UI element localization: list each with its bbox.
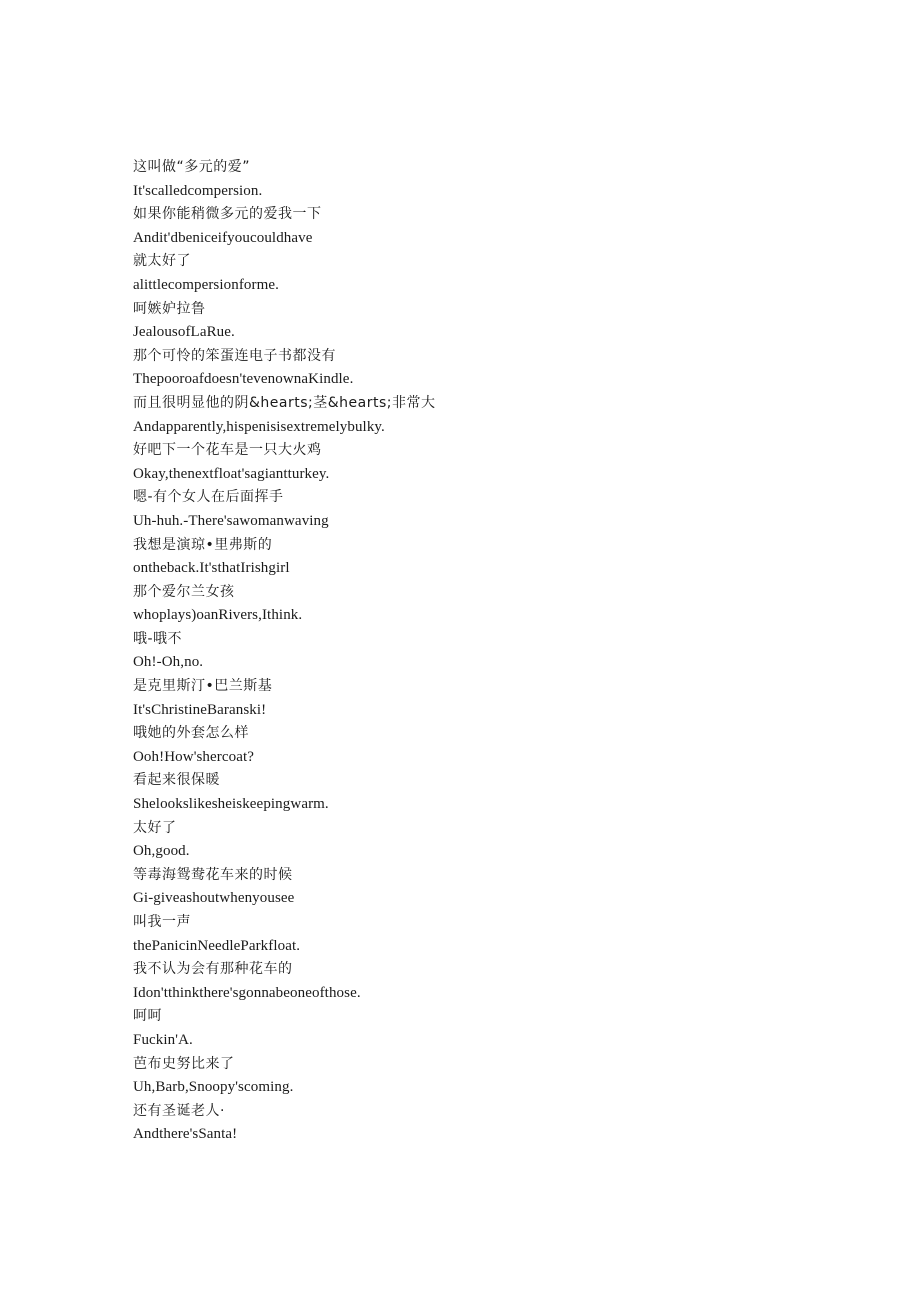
english-subtitle-line: It'sChristineBaranski! <box>133 701 267 718</box>
chinese-subtitle-line: 而且很明显他的阴&hearts;茎&hearts;非常大 <box>133 394 436 411</box>
chinese-subtitle-line: 叫我一声 <box>133 914 191 930</box>
english-subtitle-line: Uh,Barb,Snoopy'scoming. <box>133 1079 294 1096</box>
english-subtitle-line: Oh!-Oh,no. <box>133 654 204 671</box>
chinese-subtitle-line: 这叫做“多元的爱” <box>133 159 251 175</box>
english-subtitle-line: Idon'tthinkthere'sgonnabeoneofthose. <box>133 984 361 1001</box>
english-subtitle-line: ontheback.It'sthatIrishgirl <box>133 560 290 577</box>
chinese-subtitle-line: 太好了 <box>133 819 177 836</box>
chinese-subtitle-line: 是克里斯汀•巴兰斯基 <box>133 678 273 695</box>
english-subtitle-line: Okay,thenextfloat'sagiantturkey. <box>133 465 330 482</box>
english-subtitle-line: Ooh!How'shercoat? <box>133 748 255 765</box>
english-subtitle-line: Fuckin'A. <box>133 1031 193 1048</box>
english-subtitle-line: Gi-giveashoutwhenyousee <box>133 890 295 907</box>
chinese-subtitle-line: 芭布史努比来了 <box>133 1055 235 1072</box>
english-subtitle-line: JealousofLaRue. <box>133 324 235 341</box>
chinese-subtitle-line: 我想是演琼•里弗斯的 <box>133 536 273 553</box>
chinese-subtitle-line: 等毒海鸳鸯花车来的时候 <box>133 866 293 883</box>
english-subtitle-line: Andthere'sSanta! <box>133 1126 238 1143</box>
chinese-subtitle-line: 我不认为会有那种花车的 <box>133 961 293 978</box>
english-subtitle-line: Shelookslikesheiskeepingwarm. <box>133 796 329 813</box>
chinese-subtitle-line: 嗯-有个女人在后面挥手 <box>133 489 284 506</box>
english-subtitle-line: Oh,good. <box>133 843 190 860</box>
chinese-subtitle-line: 如果你能稍微多元的爱我一下 <box>133 206 322 223</box>
english-subtitle-line: Andapparently,hispenisisextremelybulky. <box>133 418 385 435</box>
chinese-subtitle-line: 那个爱尔兰女孩 <box>133 583 235 600</box>
english-subtitle-line: Uh-huh.-There'sawomanwaving <box>133 512 329 529</box>
chinese-subtitle-line: 就太好了 <box>133 253 191 270</box>
chinese-subtitle-line: 呵嫉妒拉鲁 <box>133 300 206 317</box>
english-subtitle-line: Thepooroafdoesn'tevenownaKindle. <box>133 371 354 388</box>
chinese-subtitle-line: 好吧下一个花车是一只大火鸡 <box>133 442 322 459</box>
chinese-subtitle-line: 呵呵 <box>133 1008 162 1025</box>
chinese-subtitle-line: 哦她的外套怎么样 <box>133 725 249 742</box>
chinese-subtitle-line: 看起来很保暖 <box>133 772 220 789</box>
subtitle-text-block <box>133 156 833 1147</box>
chinese-subtitle-line: 那个可怜的笨蛋连电子书都没有 <box>133 347 336 364</box>
chinese-subtitle-line: 还有圣诞老人· <box>133 1102 225 1119</box>
english-subtitle-line: whoplays)oanRivers,Ithink. <box>133 607 303 624</box>
english-subtitle-line: Andit'dbeniceifyoucouldhave <box>133 229 313 246</box>
english-subtitle-line: It'scalledcompersion. <box>133 182 263 199</box>
chinese-subtitle-line: 哦-哦不 <box>133 630 183 647</box>
english-subtitle-line: alittlecompersionforme. <box>133 276 280 293</box>
english-subtitle-line: thePanicinNeedleParkfloat. <box>133 937 301 954</box>
